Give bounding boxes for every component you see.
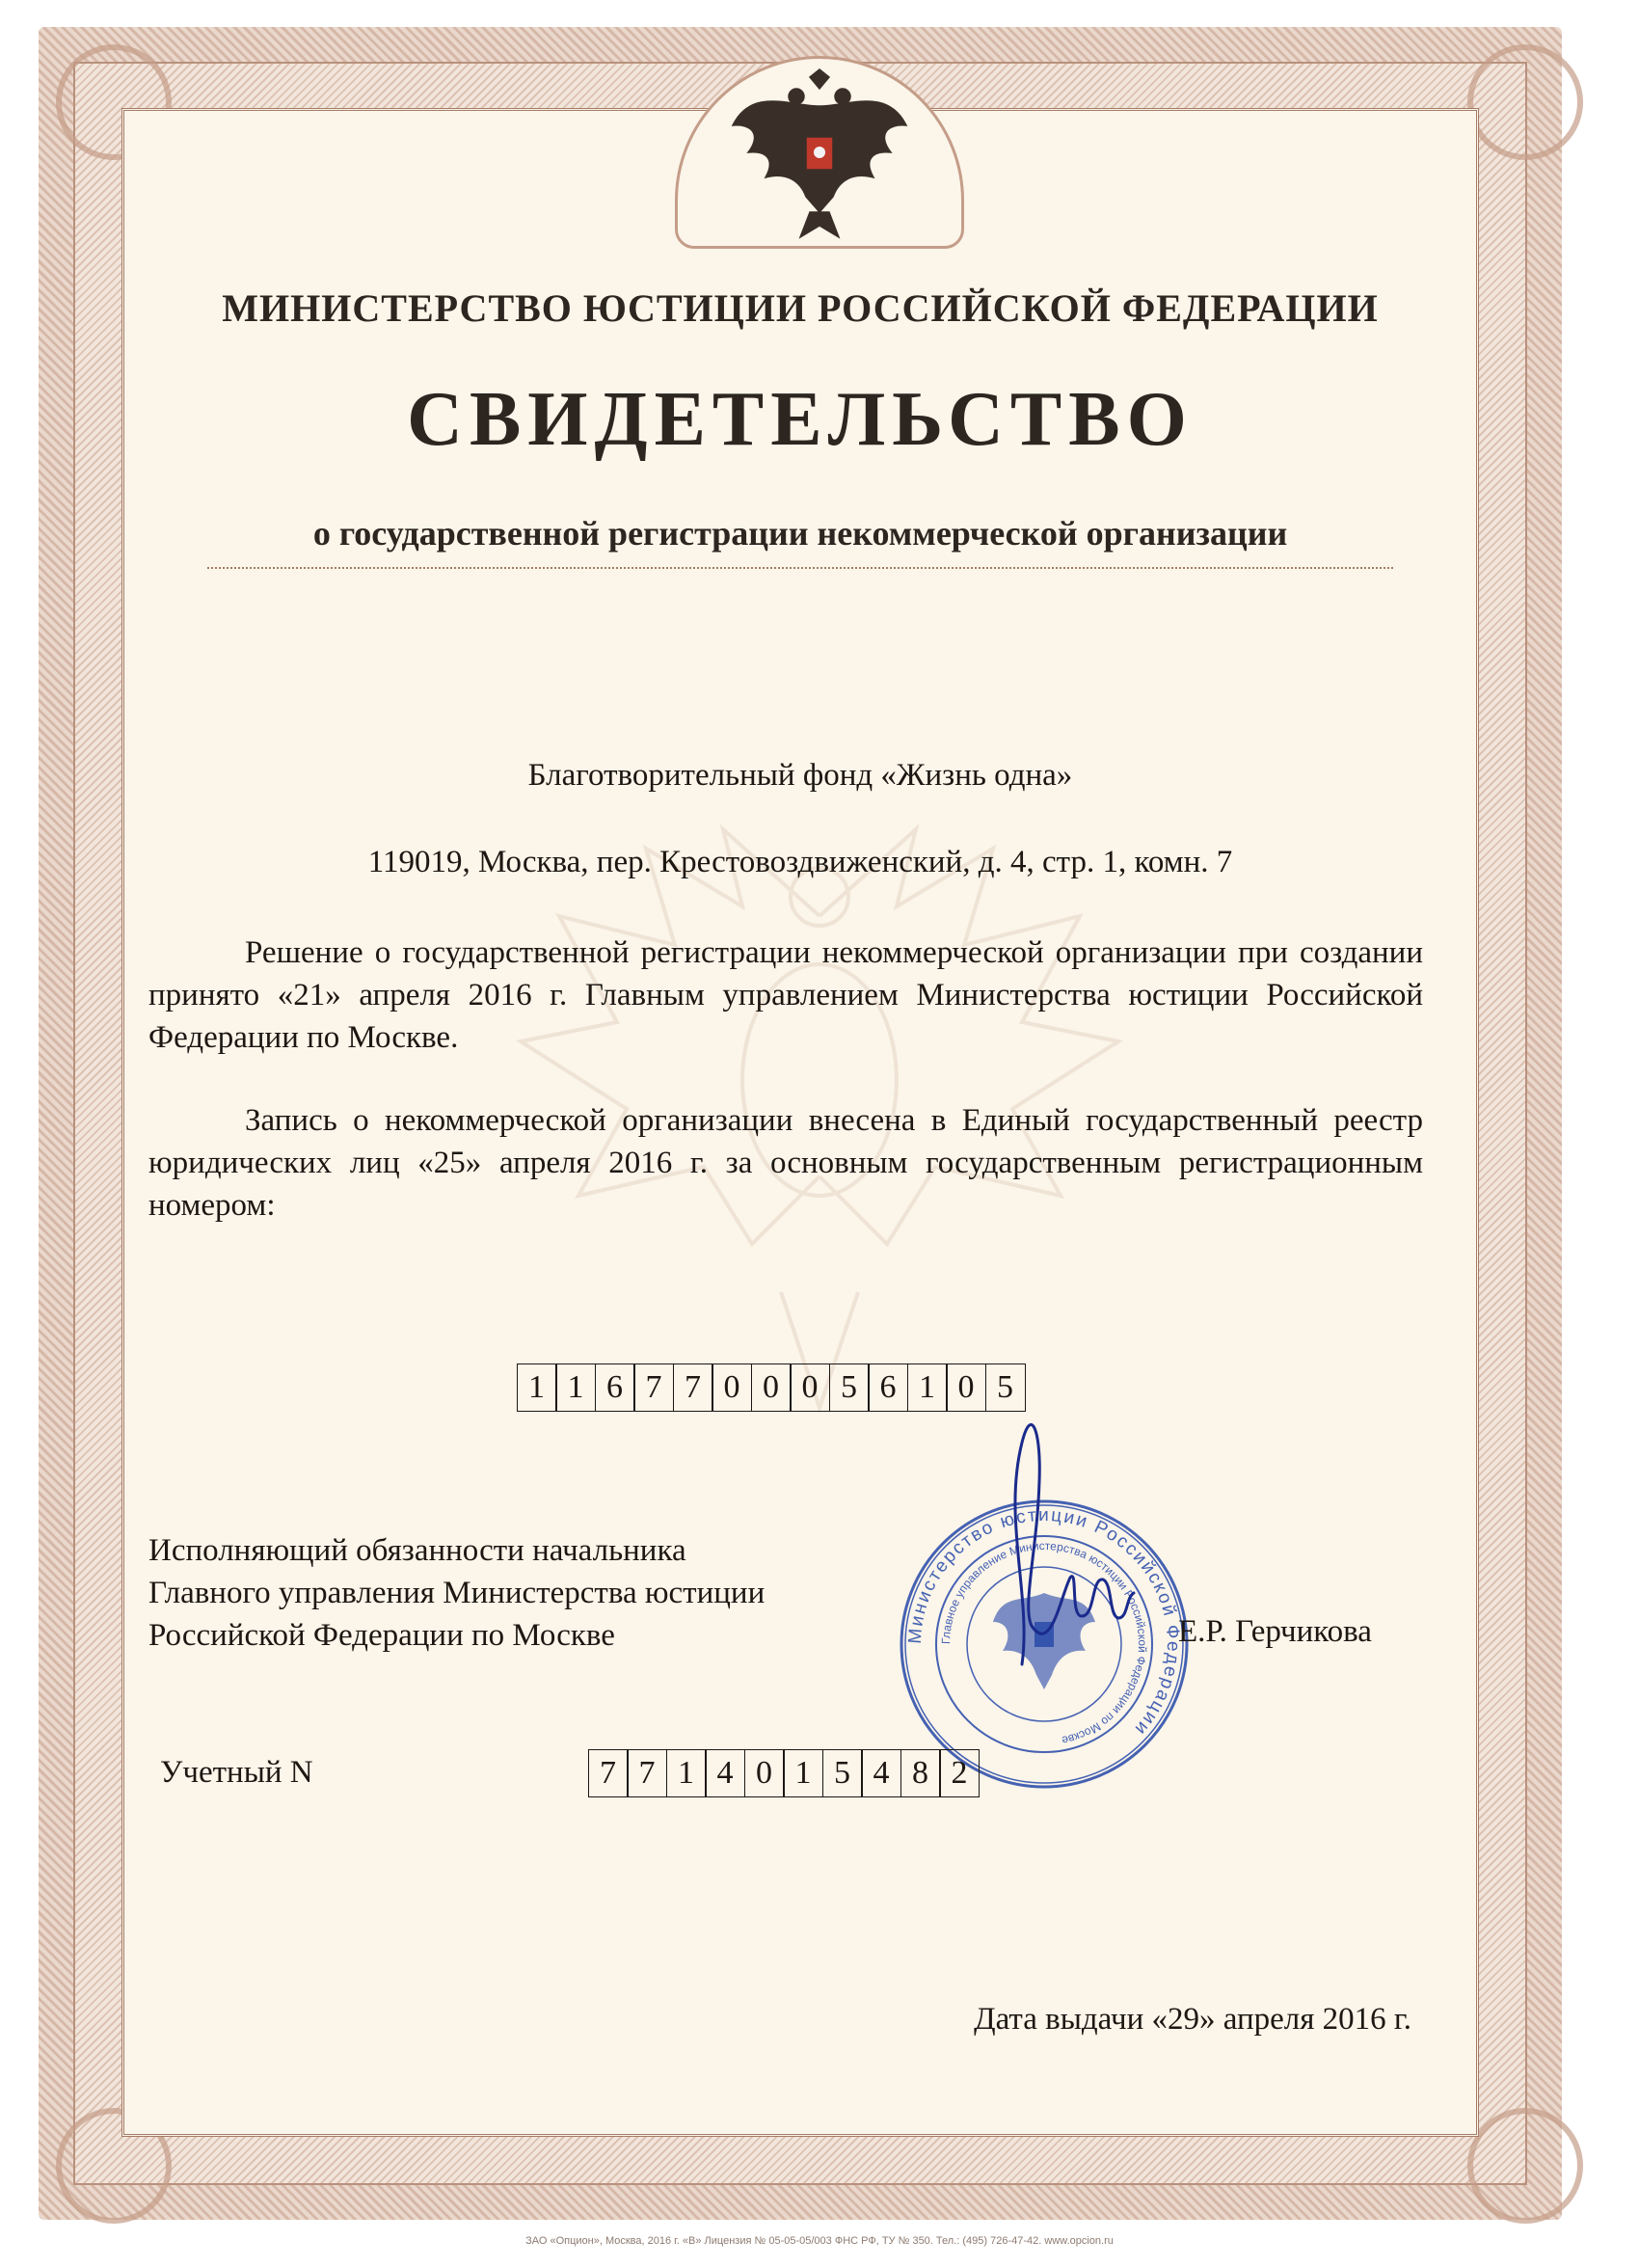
subtitle-underline [207, 567, 1393, 569]
accounting-digit: 2 [939, 1749, 980, 1797]
accounting-digit: 7 [627, 1749, 667, 1797]
handwritten-signature-icon [964, 1404, 1138, 1674]
ogrn-digit: 0 [712, 1364, 752, 1412]
accounting-digit: 1 [666, 1749, 707, 1797]
ogrn-number [518, 1364, 1026, 1412]
decision-paragraph: Решение о государственной регистрации некоммерческой организации при создании принято «21» апреля 2016 г. Главным управлением Министерства юстиции Российской Федерации по Москве. [148, 935, 1423, 1055]
signatory-position [148, 1529, 765, 1657]
accounting-digit: 7 [588, 1749, 629, 1797]
ogrn-digit: 0 [790, 1364, 830, 1412]
document-title: СВИДЕТЕЛЬСТВО [407, 377, 1194, 462]
organization-address: 119019, Москва, пер. Крестовоздвиженский, д. 4, стр. 1, комн. 7 [367, 845, 1233, 879]
ogrn-digit: 0 [751, 1364, 792, 1412]
accounting-number [589, 1749, 980, 1797]
ministry-heading: МИНИСТЕРСТВО ЮСТИЦИИ РОССИЙСКОЙ ФЕДЕРАЦИИ [222, 286, 1379, 330]
ogrn-digit: 6 [595, 1364, 635, 1412]
signatory-line: Главного управления Министерства юстиции [148, 1576, 766, 1610]
ogrn-digit: 1 [517, 1364, 557, 1412]
ogrn-digit: 7 [633, 1364, 674, 1412]
ogrn-digit: 7 [673, 1364, 713, 1412]
accounting-digit: 4 [705, 1749, 745, 1797]
ogrn-digit: 1 [907, 1364, 948, 1412]
accounting-digit: 4 [861, 1749, 901, 1797]
seal-inner-text: Главное управление Министерства юстиции Российской Федерации по Москве [938, 1538, 1150, 1748]
coat-of-arms-icon [713, 68, 926, 241]
seal-outer-text: Министерство юстиции Российской Федерации [904, 1504, 1184, 1741]
document-subtitle: о государственной регистрации некоммерческой организации [312, 514, 1288, 553]
signatory-line: Российской Федерации по Москве [148, 1618, 615, 1653]
accounting-digit: 8 [900, 1749, 941, 1797]
ogrn-digit: 0 [946, 1364, 986, 1412]
printer-imprint: ЗАО «Опцион», Москва, 2016 г. «В» Лицензия № 05-05-05/003 ФНС РФ, ТУ № 350. Тел.: (495) 726-47-42. www.opcion.ru [525, 2235, 1114, 2247]
signer-name: Е.Р. Герчикова [1178, 1614, 1372, 1649]
accounting-digit: 1 [783, 1749, 823, 1797]
signatory-line: Исполняющий обязанности начальника [148, 1533, 686, 1568]
accounting-digit: 0 [744, 1749, 785, 1797]
ogrn-digit: 6 [868, 1364, 908, 1412]
ogrn-digit: 1 [555, 1364, 596, 1412]
corner-ornament [1467, 2108, 1583, 2224]
registry-record-paragraph: Запись о некоммерческой организации внесена в Единый государственный реестр юридических лиц «25» апреля 2016 г. за основным государственным регистрационным номером: [148, 1103, 1423, 1223]
corner-ornament [1467, 44, 1583, 160]
accounting-number-label: Учетный N [160, 1755, 313, 1790]
ogrn-digit: 5 [829, 1364, 870, 1412]
organization-name: Благотворительный фонд «Жизнь одна» [527, 758, 1073, 793]
issue-date: Дата выдачи «29» апреля 2016 г. [974, 2002, 1411, 2037]
ogrn-digit: 5 [985, 1364, 1026, 1412]
accounting-digit: 5 [822, 1749, 863, 1797]
